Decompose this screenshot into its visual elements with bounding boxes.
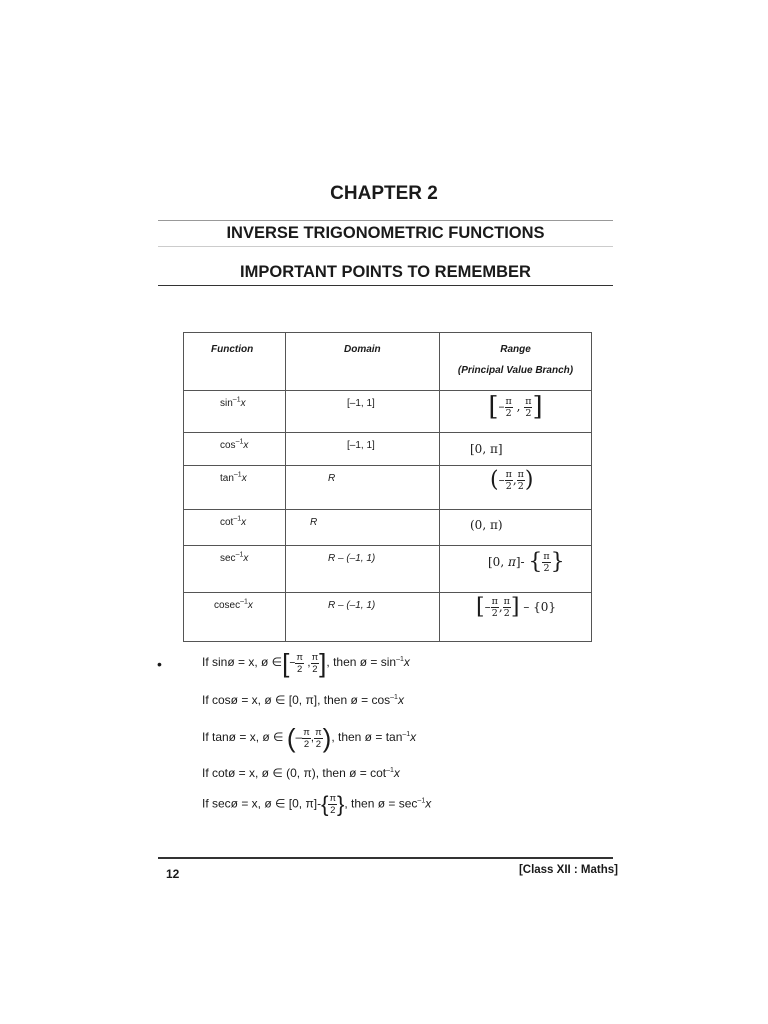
function-cell: $\cos^{-1}x$ bbox=[220, 438, 249, 451]
statement-cot: If cotø = x, ø ∈ (0, π), then ø = $\cot^{-1}x$ bbox=[202, 766, 400, 780]
function-cell: $\sin^{-1}x$ bbox=[220, 396, 246, 409]
statement-sec: If secø = x, ø ∈ [0, π]-{ $\frac{\pi}{2}$ }, then ø = $\sec^{-1}x$ bbox=[202, 791, 432, 817]
range-cell: (– $\frac{\pi}{2}$ , $\frac{\pi}{2}$ ) bbox=[490, 467, 534, 493]
section-subtitle: IMPORTANT POINTS TO REMEMBER bbox=[240, 263, 531, 281]
divider bbox=[158, 246, 613, 247]
table-row bbox=[184, 433, 592, 466]
range-cell: [0, π] bbox=[470, 442, 503, 456]
range-cell: (0, π) bbox=[470, 518, 503, 532]
divider bbox=[158, 220, 613, 221]
function-cell: $\cot^{-1}x$ bbox=[220, 515, 247, 528]
range-cell: [– $\frac{\pi}{2}$ , $\frac{\pi}{2}$ ] bbox=[488, 392, 543, 422]
function-cell: $\sec^{-1}x$ bbox=[220, 551, 249, 564]
class-label: [Class XII : Maths] bbox=[518, 864, 618, 876]
header-cell bbox=[286, 333, 440, 391]
table-row bbox=[184, 593, 592, 642]
range-cell: [0, π]- { $\frac{\pi}{2}$ } bbox=[488, 549, 565, 575]
statement-sin: If sinø = x, ø ∈[– $\frac{\pi}{2}$ , $\frac{\pi}{2}$ ], then ø = $\sin^{-1}x$ bbox=[202, 648, 410, 678]
domain-cell: R – (–1, 1) bbox=[328, 553, 376, 564]
statement-tan: If tanø = x, ø ∈ (– $\frac{\pi}{2}$ , $\frac{\pi}{2}$ ), then ø = $\tan^{-1}x$ bbox=[202, 723, 417, 753]
footer-divider bbox=[158, 857, 613, 859]
table-row bbox=[184, 510, 592, 546]
table-row bbox=[184, 466, 592, 510]
table-header-row bbox=[184, 333, 592, 391]
function-cell: $\tan^{-1}x$ bbox=[220, 471, 247, 484]
domain-cell: [–1, 1] bbox=[347, 398, 375, 409]
header-range-note: (Principal Value Branch) bbox=[457, 365, 574, 376]
statement-cos: If cosø = x, ø ∈ [0, π], then ø = $\cos^{-1}x$ bbox=[202, 693, 404, 707]
domain-cell: [–1, 1] bbox=[347, 440, 375, 451]
table-row bbox=[184, 391, 592, 433]
divider bbox=[158, 285, 613, 286]
header-cell bbox=[440, 333, 592, 391]
header-range: Range bbox=[500, 344, 531, 355]
function-cell: cosec$^{-1}$x bbox=[214, 598, 253, 611]
inverse-trig-table bbox=[183, 332, 592, 642]
table-row bbox=[184, 546, 592, 593]
page-number: 12 bbox=[166, 867, 180, 881]
chapter-heading: CHAPTER 2 bbox=[330, 183, 438, 204]
page-title: INVERSE TRIGONOMETRIC FUNCTIONS bbox=[226, 224, 545, 242]
domain-cell: R bbox=[328, 473, 336, 484]
domain-cell: R – (–1, 1) bbox=[328, 600, 376, 611]
header-domain: Domain bbox=[344, 344, 381, 355]
bullet-marker: • bbox=[157, 656, 162, 672]
domain-cell: R bbox=[310, 517, 318, 528]
header-function: Function bbox=[211, 344, 254, 355]
range-cell: [– $\frac{\pi}{2}$ , $\frac{\pi}{2}$ ] – {0} bbox=[476, 594, 557, 620]
header-cell bbox=[184, 333, 286, 391]
